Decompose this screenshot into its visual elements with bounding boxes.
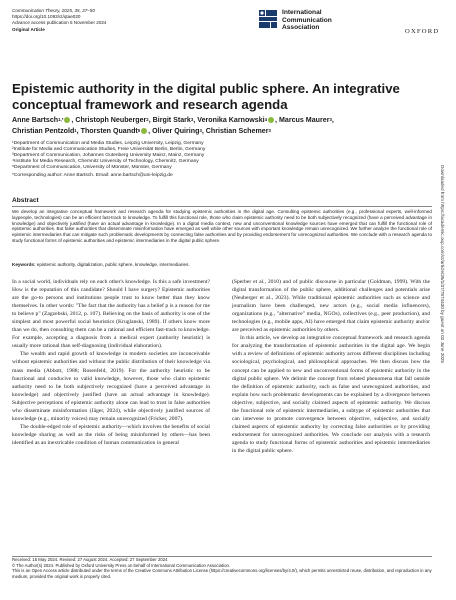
author-affil-sup: 2 <box>146 117 149 122</box>
affiliation: ⁵Department of Communication, University of Münster, Münster, Germany <box>12 165 172 171</box>
article-title: Epistemic authority in the digital public sphere. An integrative conceptual framework and research agenda <box>12 81 400 112</box>
body-column-left <box>12 278 210 447</box>
ica-wordmark <box>282 9 374 32</box>
logo-line-2: Communication <box>282 16 332 24</box>
body-paragraph: In a social world, individuals rely on each other's knowledge. Is this a safe investment? How is the reputation of this candidate? Should I have surgery? Epistemic authorities are the go-to persons and institutions people trust to know better than they know themselves. In other words: "The fact that the authority has a belief p is a reason for me to believe p" (Zagzebski, 2012, p. 107). Believing on the basis of authority is one of the simplest and most powerful social heuristics (Kruglanski, 1989). If others know more than we do, then consulting them can be a rational and efficient fast-track to knowledge. For example, accepting a diagnosis from a medical expert (authority heuristic) is usually more rational than self-diagnosing (individual elaboration). <box>12 279 210 350</box>
keywords-label: Keywords: <box>12 262 36 267</box>
article-header-meta <box>12 8 106 33</box>
journal-citation: Communication Theory, 2025, 35, 37–50 <box>12 8 95 13</box>
author-name[interactable]: Anne Bartsch <box>12 116 59 124</box>
author-name[interactable]: Birgit Stark <box>152 116 191 124</box>
copyright: © The Author(s) 2024. Published by Oxford University Press on behalf of International Communication Association. <box>12 562 231 568</box>
abstract-heading: Abstract <box>12 197 39 204</box>
oxford-logo: OXFORD <box>405 28 440 35</box>
body-column-right <box>232 278 430 455</box>
author-affil-sup: 3 <box>329 117 332 122</box>
affiliation: ¹Department of Communication and Media Studies, Leipzig University, Leipzig, Germany <box>12 141 204 146</box>
body-paragraph: In this article, we develop an integrative conceptual framework and research agenda for analyzing the transformation of epistemic authorities in the digital age. We begin with a review of definitions of epistemic authority across different disciplines including sociological, psychological, and philosophical approaches. We then discuss how the concept can be applied to new and unconventional forms of epistemic authority in the digital public sphere. We delimit the concept from related phenomena that fall outside the definition of epistemic authority, such as false and unrecognized authorities, and explain how such problematic developments can be explained by a divergence between objective, subjective, and socially claimed aspects of epistemic authority. We discuss the functional role of epistemic intermediaries, a subtype of epistemic authorities that can intervene to promote convergence between objective, subjective, and socially claimed aspects of epistemic authority by correcting false authorities or by providing endorsement for unrecognized authorities. We conclude our analysis with a research agenda to study functional forms of epistemic authorities and epistemic intermediaries in the digital public sphere. <box>232 335 430 454</box>
author-list <box>12 115 432 137</box>
author-line-1: Anne Bartsch$^{1,*}$ , Christoph Neuberger$^2$, Birgit Stark$^3$, Veronika Karnowski$^4$ , Marcus Maurer$^3$, <box>12 116 334 124</box>
author-name[interactable]: Oliver Quiring <box>152 127 200 135</box>
license-text: This is an Open Access article distributed under the terms of the Creative Commons Attribution License (https://creativecommons.org/licenses/by/4.0/), which permits unrestricted reuse, distribution, and reproduction in any medium, provided the original work is properly cited. <box>12 568 432 579</box>
ica-logo <box>258 9 374 32</box>
author-name[interactable]: Christoph Neuberger <box>75 116 147 124</box>
download-sidebar <box>437 165 447 465</box>
orcid-icon[interactable] <box>141 128 147 134</box>
keywords <box>12 262 432 268</box>
affiliation-list <box>12 141 432 180</box>
body-paragraph: The double-edged role of epistemic authority—which involves the benefits of social knowledge sharing as well as the risks of being misinformed by others—has been identified as an inextricable condition of human communication in general <box>12 423 210 446</box>
logo-line-1: International <box>282 9 322 16</box>
author-affil-sup: 1,* <box>58 117 64 122</box>
author-name[interactable]: Christian Schemer <box>205 127 269 135</box>
orcid-icon[interactable] <box>64 117 70 123</box>
affiliation: ⁴Institute for Media Research, Chemnitz University of Technology, Chemnitz, Germany <box>12 159 199 165</box>
author-affil-sup: 4 <box>264 117 268 122</box>
author-name[interactable]: Marcus Maurer <box>279 116 330 124</box>
doi-link[interactable]: https://doi.org/10.1093/ct/qtae020 <box>12 14 81 19</box>
download-note: Downloaded from https://academic.oup.com/ct/article/35/1/37/7874430 by guest on 02 June 2025 <box>440 165 445 363</box>
affiliation: ³Department of Communication, Johannes Gutenberg University Mainz, Mainz, Germany <box>12 153 205 159</box>
abstract-text: We develop an integrative conceptual framework and research agenda for studying epistemic authorities in the digital age. Consulting epistemic authorities (e.g., professional experts, well-informed laypeople, technologies) can be an efficient fast-track to knowledge. To fulfill this functional role, those who claim epistemic authority need to be both subjectively recognized (have a perceived advantage in knowledge) and objectively justified (have an actual advantage in knowledge). In a digital media context, new and unconventional knowledge sources have emerged that can fulfill the functional role of epistemic authorities. But false authorities that disseminate misinformation have emerged as well while other sources with important knowledge remain unrecognized. We further analyze the functional role of epistemic intermediaries that can mitigate such problematic developments by connecting false authorities and by providing endorsement for unrecognized authorities. We conclude with a research agenda to study functional forms of epistemic authorities and epistemic intermediaries in the digital public sphere. <box>12 209 432 243</box>
author-affil-sup: 3 <box>190 117 194 122</box>
body-paragraph: The wealth and rapid growth of knowledge in modern societies are inconceivable without epistemic authorities and without the public distribution of their knowledge via mass media (Abbott, 1988; Rosenfeld, 2019). For the authority heuristic to be functional and conducive to valid knowledge, however, those who claim epistemic authority need to be both subjectively recognized (have a perceived advantage in knowledge) and objectively justified (have an actual advantage in knowledge). Subjective perceptions of epistemic authority alone can lead to trust in false authorities who disseminate misinformation (Jäger, 2024), while objectively justified sources of knowledge (e.g., minority voices) may remain unrecognized (Fricker, 2007). <box>12 351 210 422</box>
author-affil-sup: 1 <box>74 128 77 133</box>
article-footer <box>12 557 432 579</box>
ica-emblem-icon <box>258 9 278 29</box>
corresponding-author: *Corresponding author: Anne Bartsch. Email: anne.bartsch@uni-leipzig.de <box>12 173 173 179</box>
affiliation: ²Institute for Media and Communication Studies, Freie Universität Berlin, Berlin, Germany <box>12 147 206 153</box>
author-line-2: Christian Pentzold$^1$, Thorsten Quandt$^5$ , Oliver Quiring$^3$, Christian Schemer$^3$ <box>12 127 271 135</box>
body-paragraph: (Sperber et al., 2010) and of public discourse in particular (Goldman, 1999). With the digital transformation of the public sphere, additional challenges and potentials arise (Neuberger et al., 2023). While traditional epistemic authorities such as science and journalism have been challenged, new actors (e.g., social media influencers), organizations (e.g., "alternative" media, NGOs), collectives (e.g., peer production), and technologies (e.g., mobile apps, AI) have emerged that claim epistemic authority and/or are perceived as epistemic authorities by others. <box>232 279 430 334</box>
keywords-list: epistemic authority, digitalization, public sphere, knowledge, intermediaries. <box>36 262 190 267</box>
author-name[interactable]: Thorsten Quandt <box>80 127 138 135</box>
author-name[interactable]: Christian Pentzold <box>12 127 75 135</box>
orcid-icon[interactable] <box>268 117 274 123</box>
author-affil-sup: 3 <box>199 128 202 133</box>
author-affil-sup: 5 <box>137 128 141 133</box>
publication-date: Advance access publication 5 November 2024 <box>12 20 107 25</box>
author-name[interactable]: Veronika Karnowski <box>197 116 265 124</box>
abstract-divider <box>12 206 432 207</box>
logo-line-3: Association <box>282 24 320 32</box>
author-affil-sup: 3 <box>268 128 271 133</box>
article-type: Original Article <box>12 27 45 32</box>
history-dates: Received: 15 May 2024. Revised: 27 August 2024. Accepted: 27 September 2024 <box>12 557 168 562</box>
